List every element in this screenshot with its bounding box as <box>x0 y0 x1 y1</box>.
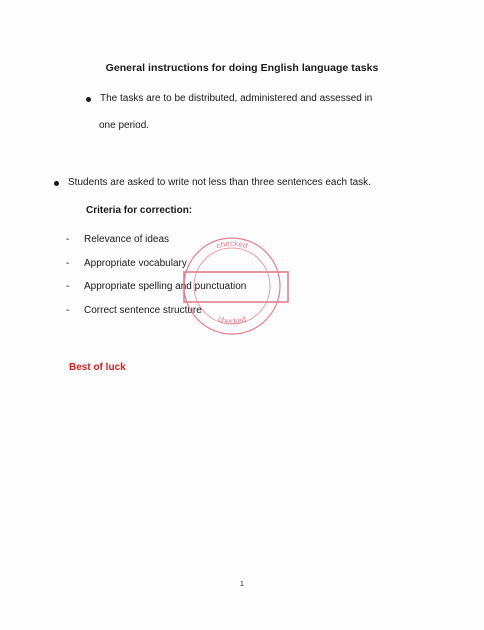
stamp-text-top: checked <box>215 239 249 251</box>
criteria-item-label: Correct sentence structure <box>84 304 202 316</box>
criteria-item-label: Appropriate vocabulary <box>84 257 187 269</box>
instruction-line: Students are asked to write not less than three sentences each task. <box>68 177 371 188</box>
criteria-item <box>66 257 246 281</box>
criteria-heading: Criteria for correction: <box>86 205 193 216</box>
dash-icon: - <box>66 281 70 292</box>
instruction-item-2 <box>54 176 454 190</box>
criteria-item <box>66 233 246 257</box>
dash-icon: - <box>66 234 70 245</box>
document-title: General instructions for doing English language tasks <box>105 62 379 74</box>
closing-text: Best of luck <box>69 362 126 373</box>
criteria-list <box>66 233 246 327</box>
instruction-line: The tasks are to be distributed, administered and assessed in <box>100 93 373 104</box>
dash-icon: - <box>66 304 70 316</box>
criteria-item <box>66 304 246 328</box>
criteria-item-label: Appropriate spelling and punctuation <box>84 281 247 292</box>
page-number: 1 <box>240 581 244 588</box>
bullet-icon <box>54 181 59 186</box>
bullet-icon <box>86 97 91 102</box>
criteria-item <box>66 280 246 304</box>
dash-icon: - <box>66 257 70 269</box>
stamp-text-bottom: checked <box>216 314 248 327</box>
instruction-item-1 <box>86 92 426 106</box>
criteria-item-label: Relevance of ideas <box>84 234 170 245</box>
instruction-line-continued: one period. <box>99 120 150 131</box>
